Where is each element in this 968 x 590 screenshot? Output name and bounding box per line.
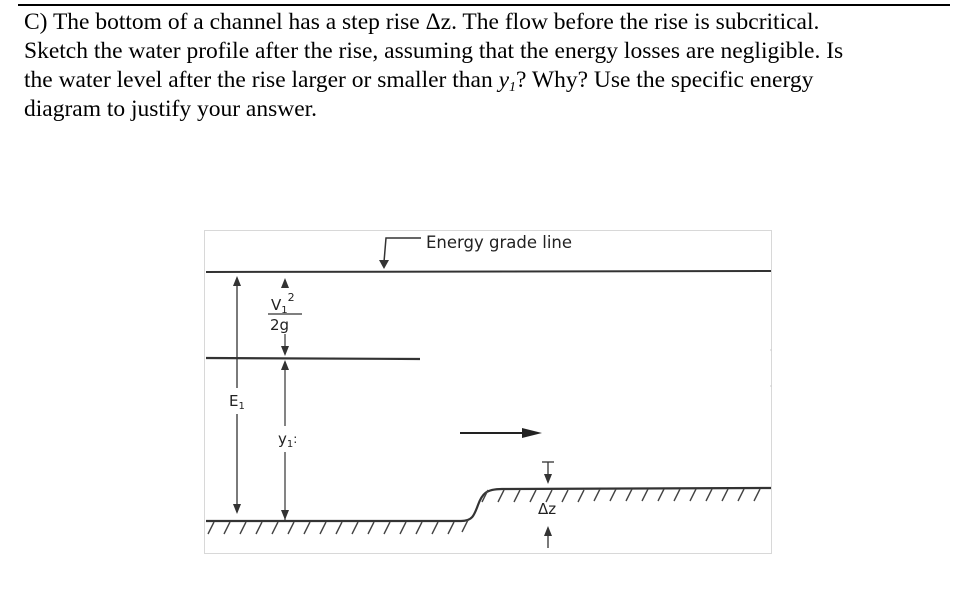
question-line-3 [24,66,944,95]
flow-direction-arrowhead [522,428,542,438]
question-line-1: C) The bottom of a channel has a step rise Δz. The flow before the rise is subcritical. [24,9,820,35]
energy-grade-line-label: Energy grade line [426,233,573,252]
depth-arrow-top [281,360,289,370]
step-rise-arrow-bottom-head [544,526,552,536]
question-line-2: Sketch the water profile after the rise, assuming that the energy losses are negligible. Is [24,38,844,64]
specific-energy-label: $E_1$ [229,392,245,412]
specific-energy-arrow-top [233,276,241,286]
channel-step-figure [204,230,772,554]
velocity-head-arrow-bottom [281,346,289,356]
step-rise-arrow-top-head [544,474,552,484]
question-line-3-suffix: ? Why? Use the specific energy [516,67,814,93]
depth-arrow-bottom [281,510,289,520]
energy-grade-line [206,271,771,272]
channel-bed [206,488,771,521]
energy-grade-line-leader-arrow [379,260,389,269]
question-line-4: diagram to justify your answer. [24,96,318,122]
question-text [24,8,944,124]
upstream-water-surface [206,358,420,359]
velocity-head-arrow-top [281,278,289,288]
top-rule [18,4,950,6]
energy-grade-line-leader [384,238,421,262]
depth-label: $y_1^:$ [278,430,298,450]
velocity-head-denominator: 2g [270,316,290,334]
step-rise-label: Δz [538,500,557,518]
figure-frame [205,231,772,554]
downstream-bed-hatching [482,489,760,502]
specific-energy-arrow-bottom [233,504,241,514]
question-line-3-prefix: the water level after the rise larger or smaller than [24,67,499,93]
variable-y1: $y_1$ [498,67,517,95]
velocity-head-numerator: $V_1^2$ [271,291,295,316]
